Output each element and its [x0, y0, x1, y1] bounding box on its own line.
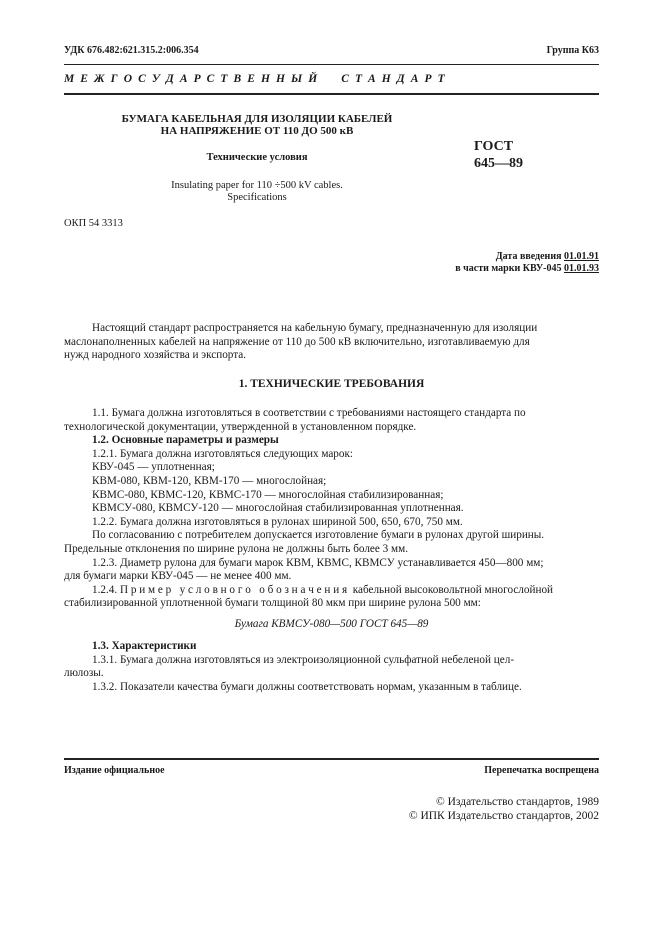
- document-subtitle: Технические условия: [206, 152, 308, 163]
- mark-list-item: КВМ-080, КВМ-120, КВМ-170 — многослойная;: [92, 474, 327, 487]
- intro-line-1: Настоящий стандарт распространяется на кабельную бумагу, предназначенную для изоляции: [92, 322, 538, 334]
- title-line-2: НА НАПРЯЖЕНИЕ ОТ 110 ДО 500 кВ: [160, 125, 354, 137]
- intro-line-2: маслонаполненных кабелей на напряжение от 110 до 500 кВ включительно, изготавливаемую для: [64, 335, 530, 348]
- udk-code: УДК 676.482:621.315.2:006.354: [64, 45, 199, 56]
- clause-1-2-3-line-2: для бумаги марки КВУ-045 — не менее 400 мм.: [64, 570, 292, 583]
- clause-1-2-2: 1.2.2. Бумага должна изготовляться в рулонах шириной 500, 650, 670, 750 мм.: [92, 515, 463, 528]
- copyright-2002: © ИПК Издательство стандартов, 2002: [408, 810, 599, 822]
- header-rule-top: [64, 64, 599, 65]
- clause-1-2-4-rest: кабельной высоковольтной многослойной: [352, 583, 554, 596]
- designation-example: Бумага КВМСУ-080—500 ГОСТ 645—89: [234, 618, 429, 630]
- section-1-3-body: [64, 640, 599, 694]
- document-title: [64, 113, 450, 137]
- intro-date: 01.01.91: [564, 251, 599, 262]
- kvu-date-label: в части марки КВУ-045: [455, 263, 562, 274]
- header-rule-bottom: [64, 93, 599, 95]
- group-code: Группа К63: [546, 45, 599, 56]
- clause-1-2-3-line-1: 1.2.3. Диаметр рулона для бумаги марок КВМ, КВМС, КВМСУ устанавливается 450—800 мм;: [92, 556, 544, 569]
- clause-1-2-4-line-1: [64, 584, 599, 598]
- footer-rule: [64, 758, 599, 760]
- intro-paragraph: [64, 322, 599, 363]
- effective-dates: [455, 251, 599, 275]
- mark-list-item: КВУ-045 — уплотненная;: [92, 461, 215, 474]
- clause-1-3-2: 1.3.2. Показатели качества бумаги должны соответствовать нормам, указанным в таблице.: [92, 680, 522, 693]
- clause-1-3-1-line-1: 1.3.1. Бумага должна изготовляться из электроизоляционной сульфатной небеленой цел-: [92, 653, 515, 666]
- copyright-1989: © Издательство стандартов, 1989: [435, 796, 599, 808]
- reprint-prohibited: Перепечатка воспрещена: [484, 765, 599, 776]
- intro-line-3: нужд народного хозяйства и экспорта.: [64, 349, 247, 362]
- clause-1-2-4-line-2: стабилизированной уплотненной бумаги толщиной 80 мкм при ширине рулона 500 мм:: [64, 597, 481, 610]
- section-1-heading: 1. ТЕХНИЧЕСКИЕ ТРЕБОВАНИЯ: [238, 378, 425, 390]
- english-title-line-1: Insulating paper for 110 ÷500 kV cables.: [171, 180, 343, 191]
- interstate-standard-banner: М Е Ж Г О С У Д А Р С Т В Е Н Н Ы Й С Т А Н Д А Р Т: [64, 73, 447, 85]
- kvu-date: 01.01.93: [564, 263, 599, 274]
- gost-designation: [474, 138, 523, 172]
- english-title-line-2: Specifications: [227, 192, 287, 203]
- agreement-line-2: Предельные отклонения по ширине рулона не должны быть более 3 мм.: [64, 542, 408, 555]
- official-edition: Издание официальное: [64, 765, 165, 776]
- okp-code: ОКП 54 3313: [64, 218, 123, 229]
- clause-1-3-1-line-2: люлозы.: [64, 667, 104, 680]
- intro-date-label: Дата введения: [495, 251, 562, 262]
- section-1-body: [64, 407, 599, 611]
- agreement-line-1: По согласованию с потребителем допускается изготовление бумаги в рулонах другой ширины.: [92, 529, 545, 542]
- clause-1-1-line-2: технологической документации, утвержденной в установленном порядке.: [64, 420, 417, 433]
- mark-list-item: КВМС-080, КВМС-120, КВМС-170 — многослойная стабилизированная;: [92, 488, 444, 501]
- english-title: [64, 180, 450, 204]
- clause-1-2-heading: 1.2. Основные параметры и размеры: [92, 434, 279, 447]
- clause-1-2-1: 1.2.1. Бумага должна изготовляться следующих марок:: [92, 447, 354, 460]
- title-line-1: БУМАГА КАБЕЛЬНАЯ ДЛЯ ИЗОЛЯЦИИ КАБЕЛЕЙ: [121, 113, 393, 125]
- clause-1-2-4-number: 1.2.4.: [92, 583, 118, 596]
- copyright-block: [409, 795, 599, 823]
- clause-1-2-4-spaced: П р и м е р у с л о в н о г о о б о з н а ч е н и я: [119, 583, 348, 596]
- mark-list-item: КВМСУ-080, КВМСУ-120 — многослойная стабилизированная уплотненная.: [92, 502, 464, 515]
- clause-1-3-heading: 1.3. Характеристики: [92, 640, 197, 652]
- gost-number: 645—89: [474, 156, 523, 171]
- clause-1-1-line-1: 1.1. Бумага должна изготовляться в соответствии с требованиями настоящего стандарта по: [92, 407, 526, 419]
- gost-label: ГОСТ: [474, 139, 514, 154]
